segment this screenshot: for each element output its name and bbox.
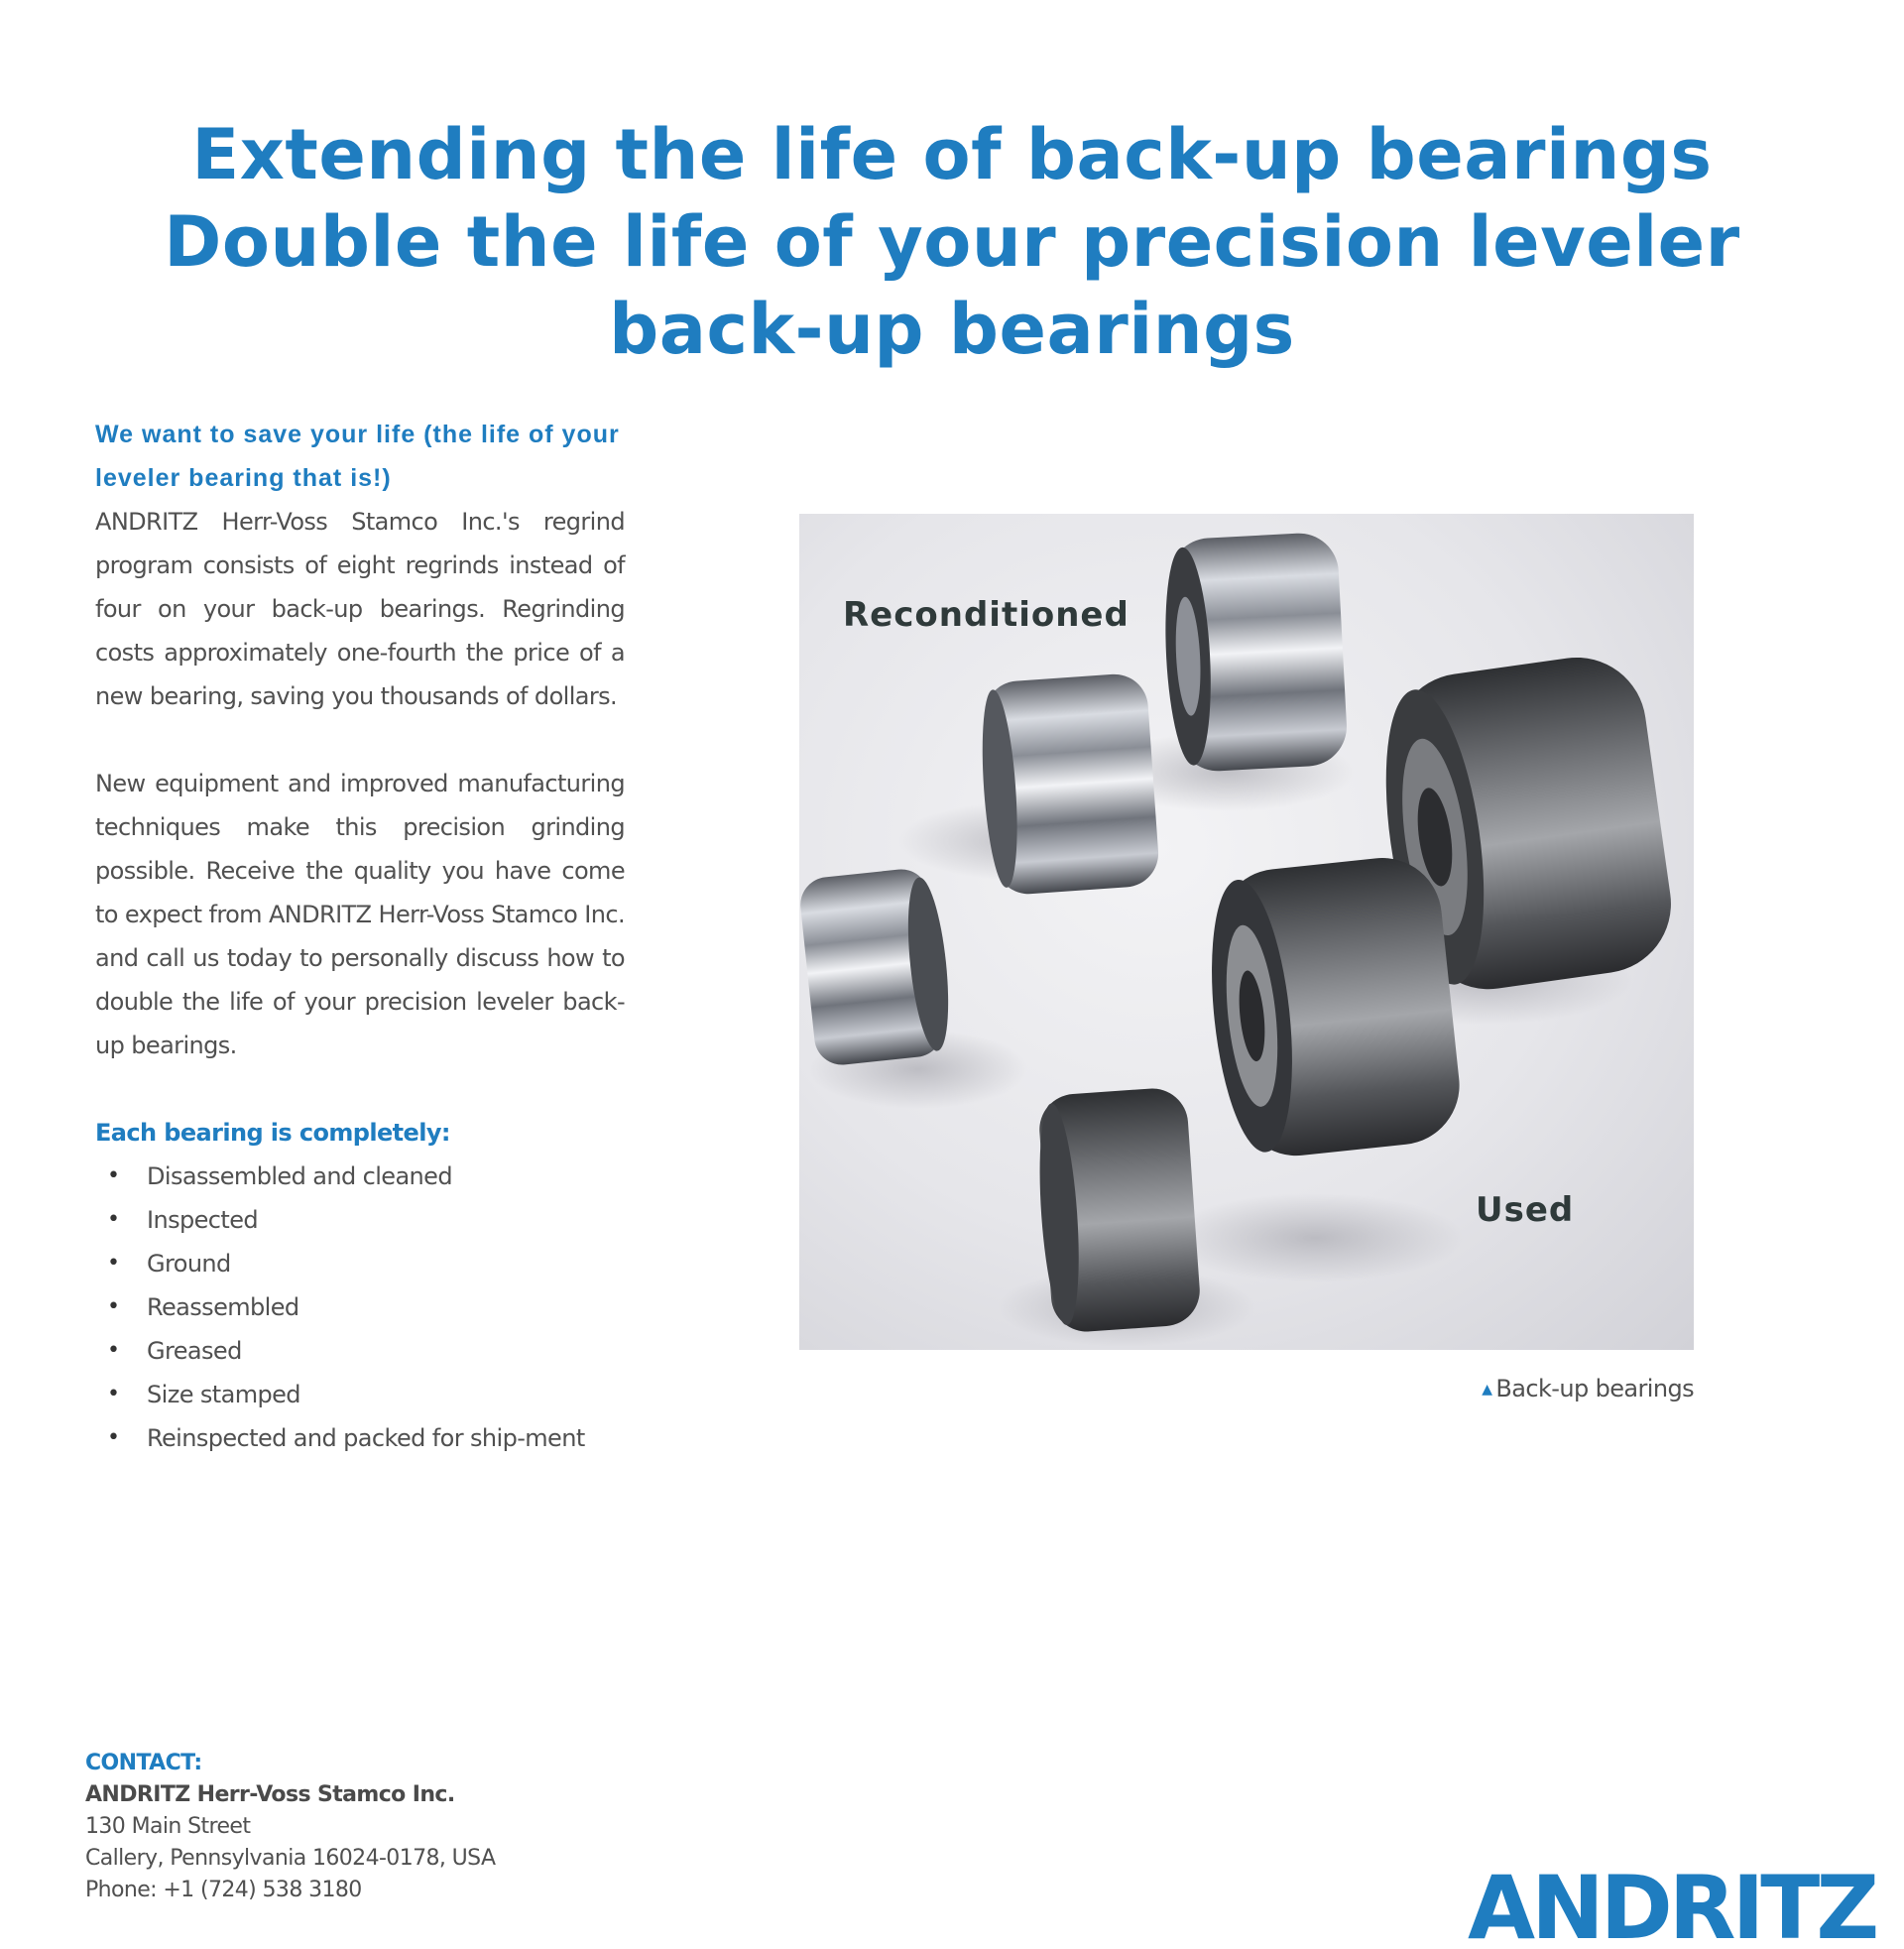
title-line-3: back-up bearings	[609, 289, 1295, 370]
step-text: Reassembled	[147, 1293, 299, 1321]
page-title	[0, 111, 1904, 373]
bullet-icon: •	[107, 1207, 120, 1232]
list-item	[95, 1242, 603, 1285]
contact-company: ANDRITZ Herr-Voss Stamco Inc.	[85, 1782, 455, 1807]
bullet-icon: •	[107, 1251, 120, 1276]
bullet-icon: •	[107, 1425, 120, 1450]
bearings-photo	[799, 514, 1694, 1350]
list-item	[95, 1155, 603, 1198]
andritz-logo	[1468, 1855, 1876, 1949]
bullet-icon: •	[107, 1163, 120, 1188]
step-text: Greased	[147, 1337, 242, 1365]
step-text: Reinspected and packed for ship-ment	[147, 1424, 585, 1452]
label-used: Used	[1476, 1190, 1575, 1230]
bearing-used-3	[1033, 1086, 1202, 1334]
bearing-reconditioned-3	[797, 867, 955, 1068]
step-text: Inspected	[147, 1206, 258, 1234]
process-steps-list	[95, 1155, 625, 1460]
logo-text: ANDRITZ	[1468, 1857, 1876, 1949]
bullet-icon: •	[107, 1382, 120, 1406]
photo-caption	[1482, 1375, 1694, 1402]
triangle-up-icon: ▲	[1482, 1382, 1492, 1398]
andritz-logo-mark	[1468, 1855, 1876, 1949]
list-item	[95, 1329, 603, 1373]
bearing-used-2	[1200, 852, 1465, 1161]
contact-block	[85, 1748, 495, 1906]
intro-paragraph-1: ANDRITZ Herr-Voss Stamco Inc.'s regrind program consists of eight regrinds instead of four on your back-up bearings. Regrinding costs approximately one-fourth the price of a new bearing, saving you thousands of dollars.	[95, 508, 625, 710]
process-heading: Each bearing is completely:	[95, 1119, 450, 1147]
list-item	[95, 1285, 603, 1329]
title-line-1: Extending the life of back-up bearings	[191, 114, 1713, 195]
intro-paragraph-2: New equipment and improved manufacturing techniques make this precision grinding possible. Receive the quality you have come to expect from ANDRITZ Herr-Voss Stamco Inc. and call us today to personally discuss how to double the life of your precision leveler back-up bearings.	[95, 770, 625, 1059]
contact-label: CONTACT:	[85, 1751, 202, 1775]
bearing-reconditioned-2	[977, 672, 1160, 897]
contact-street: 130 Main Street	[85, 1814, 251, 1839]
list-item	[95, 1373, 603, 1416]
title-line-2: Double the life of your precision leveler	[164, 201, 1740, 283]
bearing-reconditioned-1	[1160, 532, 1349, 774]
caption-text: Back-up bearings	[1495, 1375, 1694, 1402]
left-column	[95, 413, 625, 1460]
contact-phone: Phone: +1 (724) 538 3180	[85, 1878, 362, 1902]
label-reconditioned: Reconditioned	[843, 595, 1130, 635]
list-item	[95, 1198, 603, 1242]
step-text: Ground	[147, 1250, 231, 1278]
bullet-icon: •	[107, 1338, 120, 1363]
bullet-icon: •	[107, 1294, 120, 1319]
step-text: Size stamped	[147, 1381, 300, 1408]
step-text: Disassembled and cleaned	[147, 1162, 452, 1190]
contact-city: Callery, Pennsylvania 16024-0178, USA	[85, 1846, 496, 1871]
list-item	[95, 1416, 603, 1460]
intro-lead: We want to save your life (the life of your leveler bearing that is!)	[95, 421, 620, 492]
